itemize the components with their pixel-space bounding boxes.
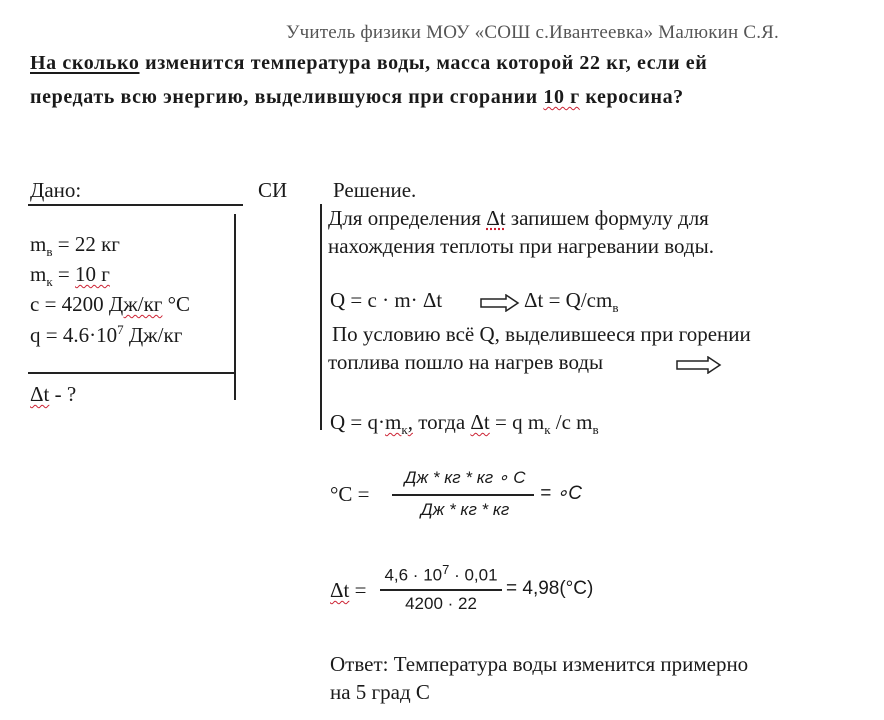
question-text-end: , если ей bbox=[625, 52, 708, 74]
given-find-rule bbox=[28, 372, 236, 374]
solution-paragraph-2a: По условию всё Q, выделившееся при горении bbox=[332, 322, 751, 346]
units-left: °C = bbox=[330, 482, 370, 506]
page-header: Учитель физики МОУ «СОШ с.Ивантеевка» Малюкин С.Я. bbox=[286, 22, 779, 43]
calc-numerator: $4,6 \cdot 10^7 \cdot 0,01$ bbox=[384, 562, 498, 585]
units-numerator: Дж * кг * кг ∘ C bbox=[404, 468, 526, 487]
solution-paragraph-2b: топлива пошло на нагрев воды bbox=[328, 350, 604, 374]
calc-result: = 4,98(°C) bbox=[506, 578, 594, 599]
formula-energy-equation: $Q = q\cdot m_к$, тогда Δt = q $m_к$ /c $m_в$ bbox=[330, 410, 599, 438]
question-mass: 22 кг bbox=[579, 52, 626, 74]
question-word-na-skolko: На сколько bbox=[30, 52, 140, 74]
given-top-rule bbox=[28, 204, 243, 206]
given-heat-capacity: c = 4200 Дж/кг °C bbox=[30, 292, 191, 316]
units-denominator: Дж * кг * кг bbox=[420, 500, 510, 519]
solution-paragraph-1a: Для определения Δt запишем формулу для bbox=[328, 206, 709, 230]
given-mass-water: $m_в = 22$ кг bbox=[30, 232, 120, 260]
units-fraction-bar bbox=[392, 494, 534, 496]
given-title: Дано: bbox=[30, 178, 82, 202]
given-mass-kerosene: $m_к = 10$ г bbox=[30, 262, 110, 290]
answer-line-2: на 5 град С bbox=[330, 680, 430, 704]
implies-arrow-icon bbox=[480, 294, 520, 312]
calc-fraction-bar bbox=[380, 589, 502, 591]
question-amount: 10 г bbox=[543, 86, 580, 108]
question-text: изменится температура воды, масса которой bbox=[139, 52, 580, 74]
question-line-1 bbox=[30, 52, 707, 75]
solution-divider-vertical bbox=[320, 204, 322, 430]
calc-denominator: 4200 · 22 bbox=[405, 594, 477, 613]
solution-paragraph-1b: нахождения теплоты при нагревании воды. bbox=[328, 234, 714, 258]
question-text-2: передать всю энергию, выделившуюся при сгорании bbox=[30, 86, 544, 108]
solution-title: Решение. bbox=[333, 178, 417, 202]
question-text-2-end: керосина? bbox=[579, 86, 684, 108]
implies-arrow-icon-2 bbox=[676, 356, 722, 374]
formula-heat: Q = c · m· Δt bbox=[330, 288, 443, 312]
answer-line-1: Ответ: Температура воды изменится примерно bbox=[330, 652, 749, 676]
question-line-2 bbox=[30, 86, 684, 109]
calc-left: Δt = bbox=[330, 578, 367, 602]
units-right: = ∘C bbox=[540, 483, 582, 504]
given-specific-heat: $q = 4.6\cdot 10^7$ Дж/кг bbox=[30, 322, 183, 347]
formula-delta-t: $\Delta t = Q/cm_в$ bbox=[524, 288, 619, 316]
si-title: СИ bbox=[258, 178, 288, 202]
given-find: Δt - ? bbox=[30, 382, 77, 406]
